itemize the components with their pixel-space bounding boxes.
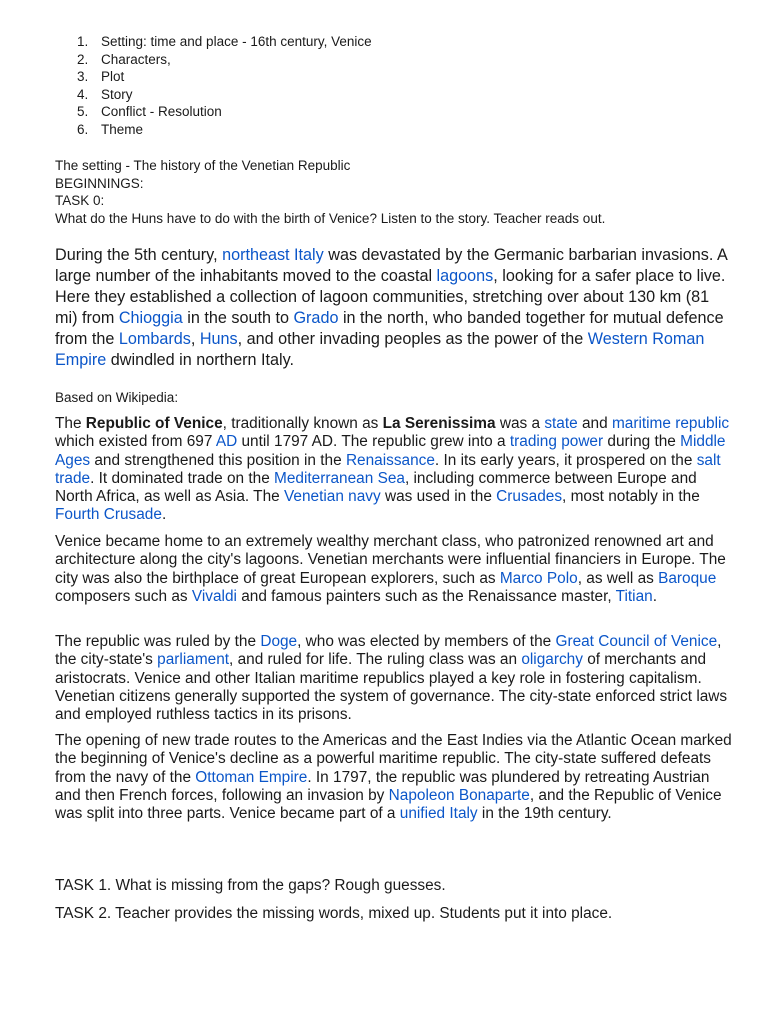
republic-paragraph: The Republic of Venice, traditionally known as La Serenissima was a state and maritime republic which existed from 697 AD until 1797 AD. The republic grew into a trading power during the Middle Ages and strengthened this position in the Renaissance. In its early years, it prospered on the salt trade. It dominated trade on the Mediterranean Sea, including commerce between Europe and North Africa, as well as Asia. The Venetian navy was used in the Crusades, most notably in the Fourth Crusade. [55, 415, 730, 524]
link-maritime-republic[interactable]: maritime republic [611, 415, 730, 432]
link-trading-power[interactable]: trading power [509, 433, 604, 451]
decline-paragraph: The opening of new trade routes to the Americas and the East Indies via the Atlantic Ocean marked the beginning of Venice's decline as a powerful maritime republic. The city-state suffered defeats from the navy of the Ottoman Empire. In 1797, the republic was plundered by retreating Austrian and then French forces, following an invasion by Napoleon Bonaparte, and the Republic of Venice was split into three parts. Venice became part of a unified Italy in the 19th century. [55, 732, 732, 823]
link-state[interactable]: state [544, 415, 578, 432]
link-mediterranean-sea[interactable]: Mediterranean Sea [274, 469, 405, 487]
link-grado[interactable]: Grado [293, 309, 339, 327]
link-marco-polo[interactable]: Marco Polo [499, 569, 578, 587]
link-ad[interactable]: AD [215, 433, 238, 451]
link-salt-trade[interactable]: salt trade [55, 451, 721, 487]
link-parliament[interactable]: parliament [157, 651, 230, 669]
link-titian[interactable]: Titian [615, 587, 653, 605]
link-renaissance[interactable]: Renaissance [345, 451, 435, 469]
setting-section-header [55, 157, 605, 227]
list-item: 5. Conflict - Resolution [77, 104, 222, 119]
intro-paragraph: During the 5th century, northeast Italy was devastated by the Germanic barbarian invasions. A large number of the inhabitants moved to the coastal lagoons, looking for a safer place to live. Here they established a collection of lagoon communities, stretching over about 130 km (81 mi) from Chioggia in the south to Grado in the north, who banded together for mutual defence from the Lombards, Huns, and other invading peoples as the power of the Western Roman Empire dwindled in northern Italy. [55, 246, 727, 369]
link-western-roman-empire[interactable]: Western Roman Empire [55, 330, 705, 369]
link-ottoman-empire[interactable]: Ottoman Empire [195, 768, 308, 786]
list-item: 4. Story [77, 86, 133, 102]
link-vivaldi[interactable]: Vivaldi [191, 587, 237, 605]
source-note: Based on Wikipedia: [55, 390, 179, 405]
link-unified-italy[interactable]: unified Italy [399, 805, 478, 823]
beginnings-heading: BEGINNINGS: [55, 175, 144, 191]
list-item: 1. Setting: time and place - 16th century, Venice [77, 34, 372, 49]
link-oligarchy[interactable]: oligarchy [521, 651, 583, 669]
list-item: 2. Characters, [77, 51, 171, 67]
governance-paragraph: The republic was ruled by the Doge, who was elected by members of the Great Council of Venice, the city-state's parliament, and ruled for life. The ruling class was an oligarchy of merchants and aristocrats. Venice and other Italian maritime republics played a key role in fostering capitalism. Venetian citizens generally supported the system of governance. The city-state enforced strict laws and employed ruthless tactics in its prisons. [55, 633, 728, 724]
task1-instruction: TASK 1. What is missing from the gaps? Rough guesses. [55, 877, 446, 894]
link-chioggia[interactable]: Chioggia [118, 309, 183, 327]
setting-line: The setting - The history of the Venetian Republic [55, 158, 351, 173]
link-venetian-navy[interactable]: Venetian navy [283, 488, 381, 506]
outline-list [55, 33, 372, 138]
task0-question: What do the Huns have to do with the birth of Venice? Listen to the story. Teacher reads out. [55, 210, 606, 226]
merchant-class-paragraph: Venice became home to an extremely wealthy merchant class, who patronized renowned art and architecture along the city's lagoons. Venetian merchants were influential financiers in Europe. The city was also the birthplace of great European explorers, such as Marco Polo, as well as Baroque composers such as Vivaldi and famous painters such as the Renaissance master, Titian. [55, 533, 726, 605]
link-huns[interactable]: Huns [199, 330, 238, 348]
link-crusades[interactable]: Crusades [496, 488, 563, 506]
task0-label: TASK 0: [55, 193, 105, 208]
list-item: 3. Plot [77, 69, 125, 84]
link-lagoons[interactable]: lagoons [436, 267, 494, 285]
task2-instruction: TASK 2. Teacher provides the missing words, mixed up. Students put it into place. [55, 905, 613, 922]
link-great-council-of-venice[interactable]: Great Council of Venice [555, 633, 718, 650]
link-baroque[interactable]: Baroque [658, 569, 717, 587]
link-napoleon-bonaparte[interactable]: Napoleon Bonaparte [388, 786, 530, 804]
link-northeast-italy[interactable]: northeast Italy [222, 246, 324, 264]
link-middle-ages[interactable]: Middle Ages [55, 433, 726, 469]
link-fourth-crusade[interactable]: Fourth Crusade [55, 506, 162, 524]
link-lombards[interactable]: Lombards [118, 330, 191, 348]
list-item: 6. Theme [77, 121, 144, 137]
link-doge[interactable]: Doge [260, 633, 298, 650]
